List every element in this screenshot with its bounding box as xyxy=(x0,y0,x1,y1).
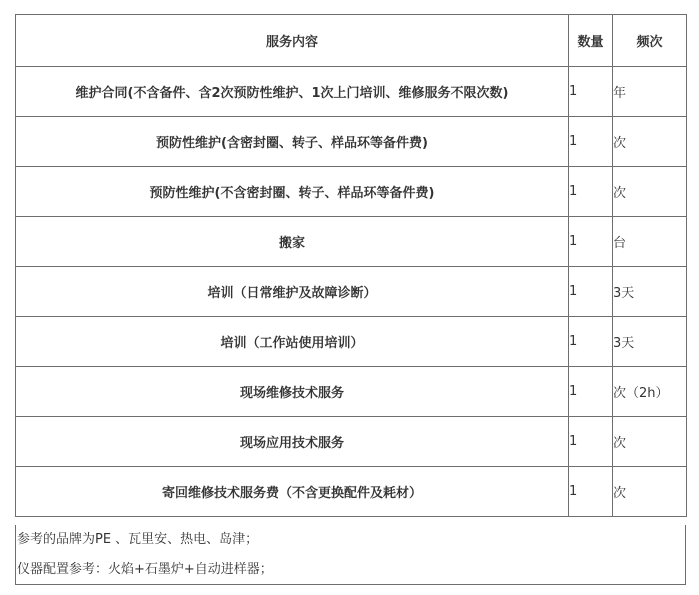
table-row xyxy=(16,117,687,167)
service-cell: 预防性维护(不含密封圈、转子、样品环等备件费) xyxy=(16,167,569,217)
frequency-cell: 次 xyxy=(613,417,687,467)
service-table xyxy=(15,14,687,517)
quantity-cell: 1 xyxy=(569,417,613,467)
service-cell: 现场应用技术服务 xyxy=(16,417,569,467)
header-service: 服务内容 xyxy=(16,15,569,67)
frequency-cell: 次 xyxy=(613,167,687,217)
table-row xyxy=(16,417,687,467)
frequency-cell: 次 xyxy=(613,117,687,167)
table-row xyxy=(16,467,687,517)
service-cell: 预防性维护(含密封圈、转子、样品环等备件费) xyxy=(16,117,569,167)
table-row xyxy=(16,267,687,317)
quantity-cell: 1 xyxy=(569,467,613,517)
frequency-cell: 次 xyxy=(613,467,687,517)
service-cell: 维护合同(不含备件、含2次预防性维护、1次上门培训、维修服务不限次数) xyxy=(16,67,569,117)
frequency-cell: 3天 xyxy=(613,267,687,317)
header-frequency: 频次 xyxy=(613,15,687,67)
notes-section xyxy=(15,525,686,585)
service-cell: 现场维修技术服务 xyxy=(16,367,569,417)
table-row xyxy=(16,217,687,267)
service-cell: 培训（工作站使用培训） xyxy=(16,317,569,367)
header-quantity: 数量 xyxy=(569,15,613,67)
frequency-cell: 年 xyxy=(613,67,687,117)
frequency-cell: 次（2h） xyxy=(613,367,687,417)
quantity-cell: 1 xyxy=(569,367,613,417)
frequency-cell: 3天 xyxy=(613,317,687,367)
quantity-cell: 1 xyxy=(569,117,613,167)
quantity-cell: 1 xyxy=(569,217,613,267)
quantity-cell: 1 xyxy=(569,67,613,117)
note-config-reference: 仪器配置参考：火焰+石墨炉+自动进样器； xyxy=(15,555,686,585)
service-cell: 培训（日常维护及故障诊断） xyxy=(16,267,569,317)
table-row xyxy=(16,317,687,367)
table-row xyxy=(16,67,687,117)
table-header-row xyxy=(16,15,687,67)
note-brand-reference: 参考的品牌为PE 、瓦里安、热电、岛津； xyxy=(15,525,686,555)
quantity-cell: 1 xyxy=(569,167,613,217)
quantity-cell: 1 xyxy=(569,267,613,317)
table-row xyxy=(16,367,687,417)
quantity-cell: 1 xyxy=(569,317,613,367)
service-cell: 寄回维修技术服务费（不含更换配件及耗材） xyxy=(16,467,569,517)
frequency-cell: 台 xyxy=(613,217,687,267)
service-cell: 搬家 xyxy=(16,217,569,267)
table-row xyxy=(16,167,687,217)
